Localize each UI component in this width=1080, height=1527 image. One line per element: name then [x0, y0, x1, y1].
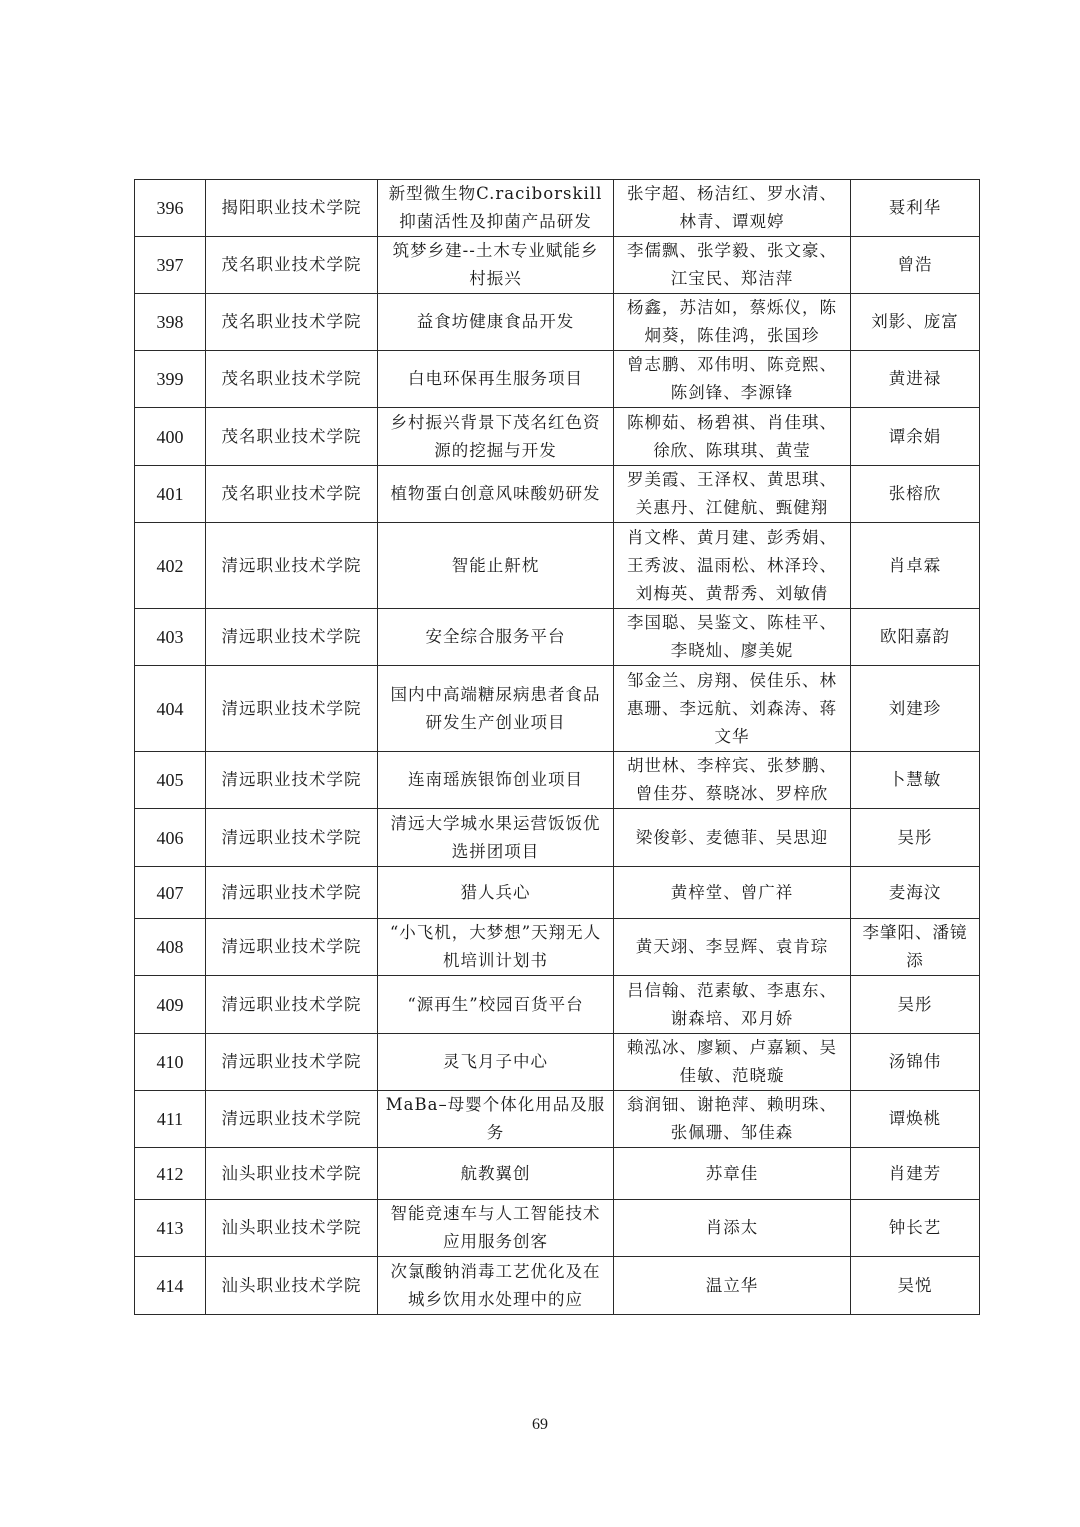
project-name: 安全综合服务平台 [378, 609, 614, 666]
table-row [135, 809, 980, 867]
row-number: 403 [135, 609, 206, 666]
row-number: 414 [135, 1257, 206, 1315]
team-members: 黄梓堂、曾广祥 [614, 867, 851, 919]
school-name: 清远职业技术学院 [206, 523, 378, 609]
school-name: 清远职业技术学院 [206, 867, 378, 919]
row-number: 409 [135, 976, 206, 1034]
table-row [135, 1257, 980, 1315]
table-row [135, 1091, 980, 1148]
row-number: 412 [135, 1148, 206, 1200]
row-number: 404 [135, 666, 206, 752]
advisor: 吴彤 [851, 809, 980, 867]
row-number: 407 [135, 867, 206, 919]
table-row [135, 1148, 980, 1200]
team-members: 胡世林、李梓宾、张梦鹏、曾佳芬、蔡晓冰、罗梓欣 [614, 752, 851, 809]
school-name: 茂名职业技术学院 [206, 466, 378, 523]
project-name: 连南瑶族银饰创业项目 [378, 752, 614, 809]
team-members: 苏章佳 [614, 1148, 851, 1200]
row-number: 399 [135, 351, 206, 408]
team-members: 肖文桦、黄月建、彭秀娟、王秀波、温雨松、林泽玲、刘梅英、黄帮秀、刘敏倩 [614, 523, 851, 609]
advisor: 张榕欣 [851, 466, 980, 523]
row-number: 405 [135, 752, 206, 809]
team-members: 罗美霞、王泽权、黄思琪、关惠丹、江健航、甄健翔 [614, 466, 851, 523]
team-members: 张宇超、杨洁红、罗水清、林青、谭观婷 [614, 180, 851, 237]
row-number: 396 [135, 180, 206, 237]
advisor: 肖建芳 [851, 1148, 980, 1200]
project-name: 航教翼创 [378, 1148, 614, 1200]
project-name: 植物蛋白创意风味酸奶研发 [378, 466, 614, 523]
school-name: 清远职业技术学院 [206, 752, 378, 809]
advisor: 汤锦伟 [851, 1034, 980, 1091]
school-name: 清远职业技术学院 [206, 609, 378, 666]
advisor: 卜慧敏 [851, 752, 980, 809]
team-members: 温立华 [614, 1257, 851, 1315]
project-name: 新型微生物C.raciborskill抑菌活性及抑菌产品研发 [378, 180, 614, 237]
team-members: 翁润钿、谢艳萍、赖明珠、张佩珊、邹佳森 [614, 1091, 851, 1148]
table-row [135, 666, 980, 752]
row-number: 400 [135, 408, 206, 466]
advisor: 李肇阳、潘镜添 [851, 919, 980, 976]
school-name: 清远职业技术学院 [206, 1091, 378, 1148]
school-name: 汕头职业技术学院 [206, 1148, 378, 1200]
project-name: 智能止鼾枕 [378, 523, 614, 609]
school-name: 茂名职业技术学院 [206, 294, 378, 351]
advisor: 聂利华 [851, 180, 980, 237]
advisor: 曾浩 [851, 237, 980, 294]
row-number: 402 [135, 523, 206, 609]
award-list-table [134, 179, 980, 1315]
school-name: 茂名职业技术学院 [206, 237, 378, 294]
school-name: 揭阳职业技术学院 [206, 180, 378, 237]
project-name: 次氯酸钠消毒工艺优化及在城乡饮用水处理中的应 [378, 1257, 614, 1315]
project-name: “源再生”校园百货平台 [378, 976, 614, 1034]
advisor: 吴悦 [851, 1257, 980, 1315]
school-name: 清远职业技术学院 [206, 919, 378, 976]
project-name: 益食坊健康食品开发 [378, 294, 614, 351]
advisor: 谭余娟 [851, 408, 980, 466]
advisor: 刘建珍 [851, 666, 980, 752]
project-name: “小飞机，大梦想”天翔无人机培训计划书 [378, 919, 614, 976]
project-name: 清远大学城水果运营饭饭优选拼团项目 [378, 809, 614, 867]
table-row [135, 976, 980, 1034]
team-members: 李国聪、吴鉴文、陈桂平、李晓灿、廖美妮 [614, 609, 851, 666]
project-name: MaBa–母婴个体化用品及服务 [378, 1091, 614, 1148]
advisor: 欧阳嘉韵 [851, 609, 980, 666]
team-members: 杨鑫，苏洁如，蔡烁仪，陈炯葵，陈佳鸿，张国珍 [614, 294, 851, 351]
school-name: 汕头职业技术学院 [206, 1257, 378, 1315]
team-members: 赖泓冰、廖颖、卢嘉颖、吴佳敏、范晓璇 [614, 1034, 851, 1091]
team-members: 陈柳茹、杨碧祺、肖佳琪、徐欣、陈琪琪、黄莹 [614, 408, 851, 466]
row-number: 410 [135, 1034, 206, 1091]
school-name: 清远职业技术学院 [206, 666, 378, 752]
table-row [135, 466, 980, 523]
school-name: 汕头职业技术学院 [206, 1200, 378, 1257]
table-row [135, 1034, 980, 1091]
row-number: 398 [135, 294, 206, 351]
row-number: 408 [135, 919, 206, 976]
school-name: 清远职业技术学院 [206, 809, 378, 867]
project-name: 乡村振兴背景下茂名红色资源的挖掘与开发 [378, 408, 614, 466]
project-name: 灵飞月子中心 [378, 1034, 614, 1091]
school-name: 茂名职业技术学院 [206, 351, 378, 408]
team-members: 邹金兰、房翔、侯佳乐、林惠珊、李远航、刘森涛、蒋文华 [614, 666, 851, 752]
project-name: 智能竞速车与人工智能技术应用服务创客 [378, 1200, 614, 1257]
advisor: 谭焕桃 [851, 1091, 980, 1148]
table-row [135, 752, 980, 809]
advisor: 肖卓霖 [851, 523, 980, 609]
team-members: 黄天翊、李昱辉、袁肯琮 [614, 919, 851, 976]
page-number: 69 [532, 1416, 548, 1433]
table-row [135, 919, 980, 976]
table-row [135, 1200, 980, 1257]
table-row [135, 180, 980, 237]
row-number: 401 [135, 466, 206, 523]
team-members: 曾志鹏、邓伟明、陈竞熙、陈剑锋、李源锋 [614, 351, 851, 408]
team-members: 梁俊彰、麦德菲、吴思迎 [614, 809, 851, 867]
row-number: 413 [135, 1200, 206, 1257]
advisor: 麦海汶 [851, 867, 980, 919]
table-body [135, 180, 980, 1315]
team-members: 肖添太 [614, 1200, 851, 1257]
project-name: 国内中高端糖尿病患者食品研发生产创业项目 [378, 666, 614, 752]
table-row [135, 867, 980, 919]
project-name: 白电环保再生服务项目 [378, 351, 614, 408]
school-name: 茂名职业技术学院 [206, 408, 378, 466]
advisor: 钟长艺 [851, 1200, 980, 1257]
advisor: 黄进禄 [851, 351, 980, 408]
advisor: 吴彤 [851, 976, 980, 1034]
table-row [135, 237, 980, 294]
row-number: 411 [135, 1091, 206, 1148]
project-name: 筑梦乡建--土木专业赋能乡村振兴 [378, 237, 614, 294]
team-members: 李儒飘、张学毅、张文豪、江宝民、郑洁萍 [614, 237, 851, 294]
project-name: 猎人兵心 [378, 867, 614, 919]
school-name: 清远职业技术学院 [206, 976, 378, 1034]
row-number: 406 [135, 809, 206, 867]
table-row [135, 351, 980, 408]
row-number: 397 [135, 237, 206, 294]
table-row [135, 408, 980, 466]
table-row [135, 294, 980, 351]
table-row [135, 609, 980, 666]
school-name: 清远职业技术学院 [206, 1034, 378, 1091]
team-members: 吕信翰、范素敏、李惠东、谢森培、邓月娇 [614, 976, 851, 1034]
table-row [135, 523, 980, 609]
advisor: 刘影、庞富 [851, 294, 980, 351]
